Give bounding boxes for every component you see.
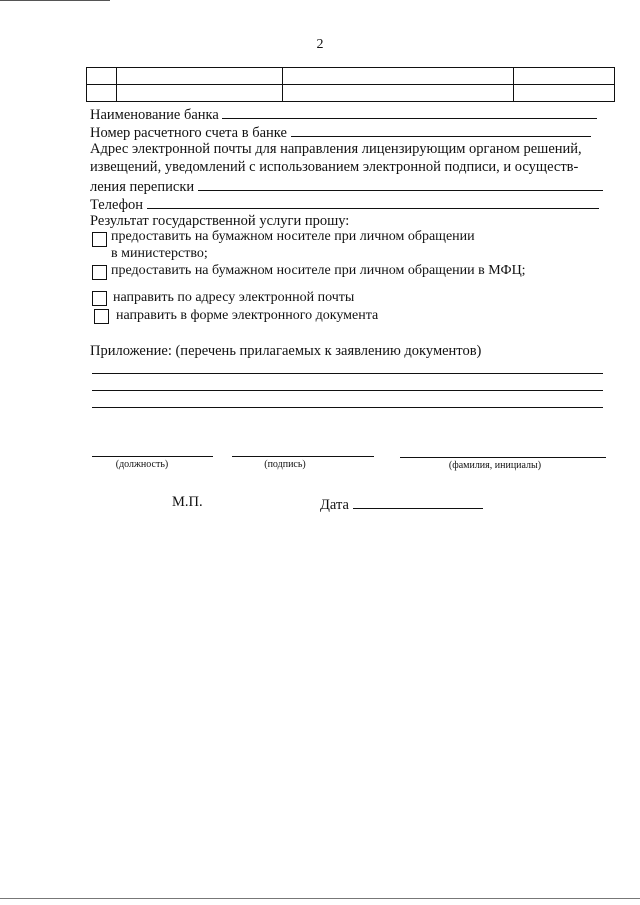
name-signature-line[interactable] <box>400 457 606 458</box>
phone-field[interactable] <box>147 194 599 209</box>
table-cell[interactable] <box>117 85 283 102</box>
option-checkbox-mfc[interactable] <box>92 265 107 280</box>
date-row <box>320 494 483 514</box>
table-cell[interactable] <box>514 68 615 85</box>
option-label-electronic: направить в форме электронного документа <box>116 308 379 323</box>
result-heading: Результат государственной услуги прошу: <box>90 213 350 229</box>
attachment-line[interactable] <box>92 390 603 391</box>
email-row <box>90 176 603 196</box>
bottom-edge-line <box>0 898 640 899</box>
option-label-mfc: предоставить на бумажном носителе при личном обращении в МФЦ; <box>111 263 526 278</box>
signature-caption: (подпись) <box>264 459 306 470</box>
stamp-label: М.П. <box>172 494 203 510</box>
bank-name-field[interactable] <box>222 104 597 119</box>
option-checkbox-ministry[interactable] <box>92 232 107 247</box>
table-cell[interactable] <box>283 85 514 102</box>
header-table <box>86 67 615 102</box>
page-number: 2 <box>316 37 324 52</box>
phone-row <box>90 194 599 214</box>
top-edge-line <box>0 0 110 1</box>
option-label-email: направить по адресу электронной почты <box>113 290 355 305</box>
option-label-ministry-1: предоставить на бумажном носителе при личном обращении <box>111 229 475 244</box>
date-label: Дата <box>320 497 349 513</box>
attachment-line[interactable] <box>92 373 603 374</box>
account-number-field[interactable] <box>291 122 591 137</box>
attachment-heading: Приложение: (перечень прилагаемых к заявлению документов) <box>90 343 482 359</box>
option-checkbox-email[interactable] <box>92 291 107 306</box>
bank-name-row <box>90 104 597 124</box>
table-cell[interactable] <box>87 85 117 102</box>
email-label-line3: ления переписки <box>90 179 195 195</box>
position-caption: (должность) <box>115 459 169 470</box>
email-field[interactable] <box>198 176 603 191</box>
email-label-line1: Адрес электронной почты для направления лицензирующим органом решений, <box>90 141 582 157</box>
option-checkbox-electronic[interactable] <box>94 309 109 324</box>
table-cell[interactable] <box>514 85 615 102</box>
account-number-row <box>90 122 591 142</box>
bank-name-label: Наименование банка <box>90 107 219 123</box>
table-cell[interactable] <box>117 68 283 85</box>
table-cell[interactable] <box>87 68 117 85</box>
date-field[interactable] <box>353 494 483 509</box>
table-cell[interactable] <box>283 68 514 85</box>
phone-label: Телефон <box>90 197 143 213</box>
account-number-label: Номер расчетного счета в банке <box>90 125 287 141</box>
name-caption: (фамилия, инициалы) <box>448 460 542 471</box>
attachment-line[interactable] <box>92 407 603 408</box>
signature-line[interactable] <box>232 456 374 457</box>
option-label-ministry-2: в министерство; <box>111 246 208 261</box>
position-signature-line[interactable] <box>92 456 213 457</box>
email-label-line2: извещений, уведомлений с использованием электронной подписи, и осуществ- <box>90 159 579 175</box>
